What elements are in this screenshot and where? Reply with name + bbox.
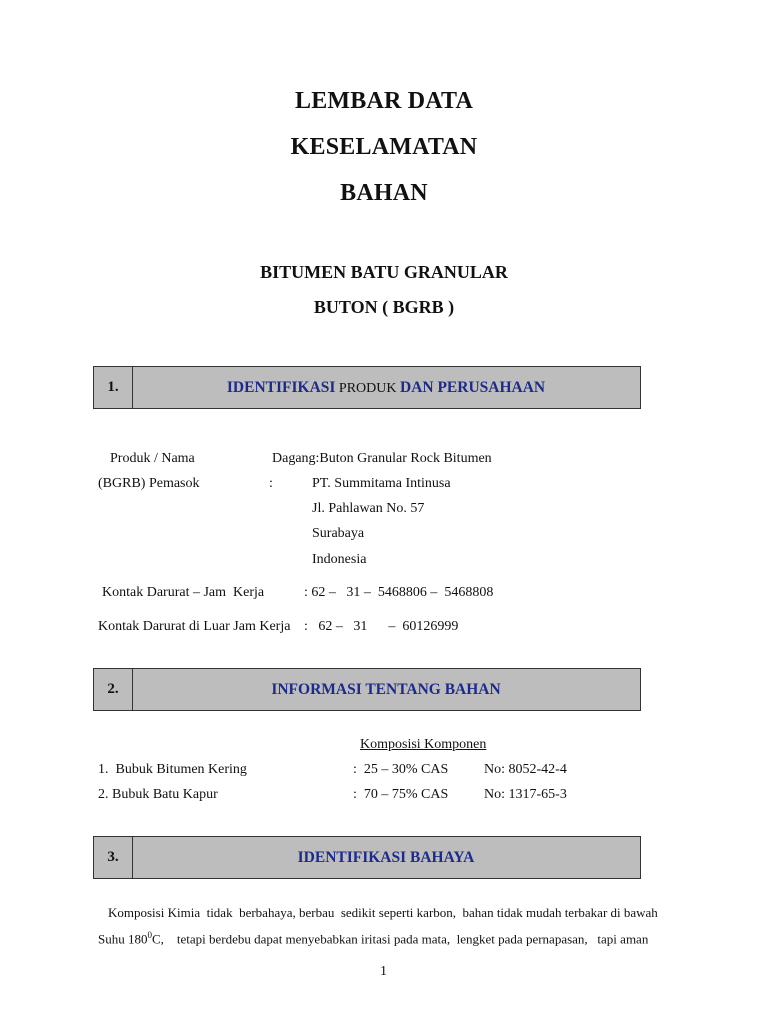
section-1-header [93,366,641,409]
section-3-header [93,836,641,879]
section-1-heading: IDENTIFIKASI PRODUK DAN PERUSAHAAN [226,379,546,396]
page-number: 1 [380,964,387,979]
section-3-number: 3. [94,837,133,878]
product-name-value: Dagang:Buton Granular Rock Bitumen [272,451,492,466]
component-1-cas: No: 8052-42-4 [484,762,567,777]
document-title-line3: BAHAN [340,180,428,206]
section-3-heading: IDENTIFIKASI BAHAYA [297,849,475,866]
section-2-header [93,668,641,711]
hazard-paragraph-line2: Suhu $180^0C$, tetapi berdebu dapat menyebabkan iritasi pada mata, lengket pada pernapasan, tapi aman [98,930,649,947]
supplier-line-2: Jl. Pahlawan No. 57 [312,501,425,516]
component-1-percent: : 25 – 30% CAS [353,762,449,777]
supplier-line-1: PT. Summitama Intinusa [312,476,451,491]
composition-label: Komposisi Komponen [360,737,487,752]
product-name-label: Produk / Nama [110,451,195,466]
document-title-line2: KESELAMATAN [290,134,478,160]
section-2-number: 2. [94,669,133,710]
component-2-percent: : 70 – 75% CAS [353,787,449,802]
product-subtitle-line1: BITUMEN BATU GRANULAR [260,262,508,282]
component-2-name: 2. Bubuk Batu Kapur [98,787,218,802]
section-2-heading: INFORMASI TENTANG BAHAN [271,681,501,698]
supplier-colon: : [269,476,273,491]
component-1-name: 1. Bubuk Bitumen Kering [98,762,247,777]
contact-work-value: : 62 – 31 – 5468806 – 5468808 [304,585,494,600]
contact-offhours-label: Kontak Darurat di Luar Jam Kerja [98,619,291,634]
supplier-line-4: Indonesia [312,552,367,567]
hazard-paragraph-line1: Komposisi Kimia tidak berbahaya, berbau sedikit seperti karbon, bahan tidak mudah terbakar di bawah [108,905,658,920]
supplier-label: (BGRB) Pemasok [98,476,200,491]
document-title-line1: LEMBAR DATA [295,88,473,114]
component-2-cas: No: 1317-65-3 [484,787,567,802]
supplier-line-3: Surabaya [312,526,365,541]
section-1-number: 1. [94,367,133,408]
contact-offhours-value: : 62 – 31 – 60126999 [304,619,459,634]
contact-work-label: Kontak Darurat – Jam Kerja [102,585,265,600]
product-subtitle-line2: BUTON ( BGRB ) [313,297,455,317]
